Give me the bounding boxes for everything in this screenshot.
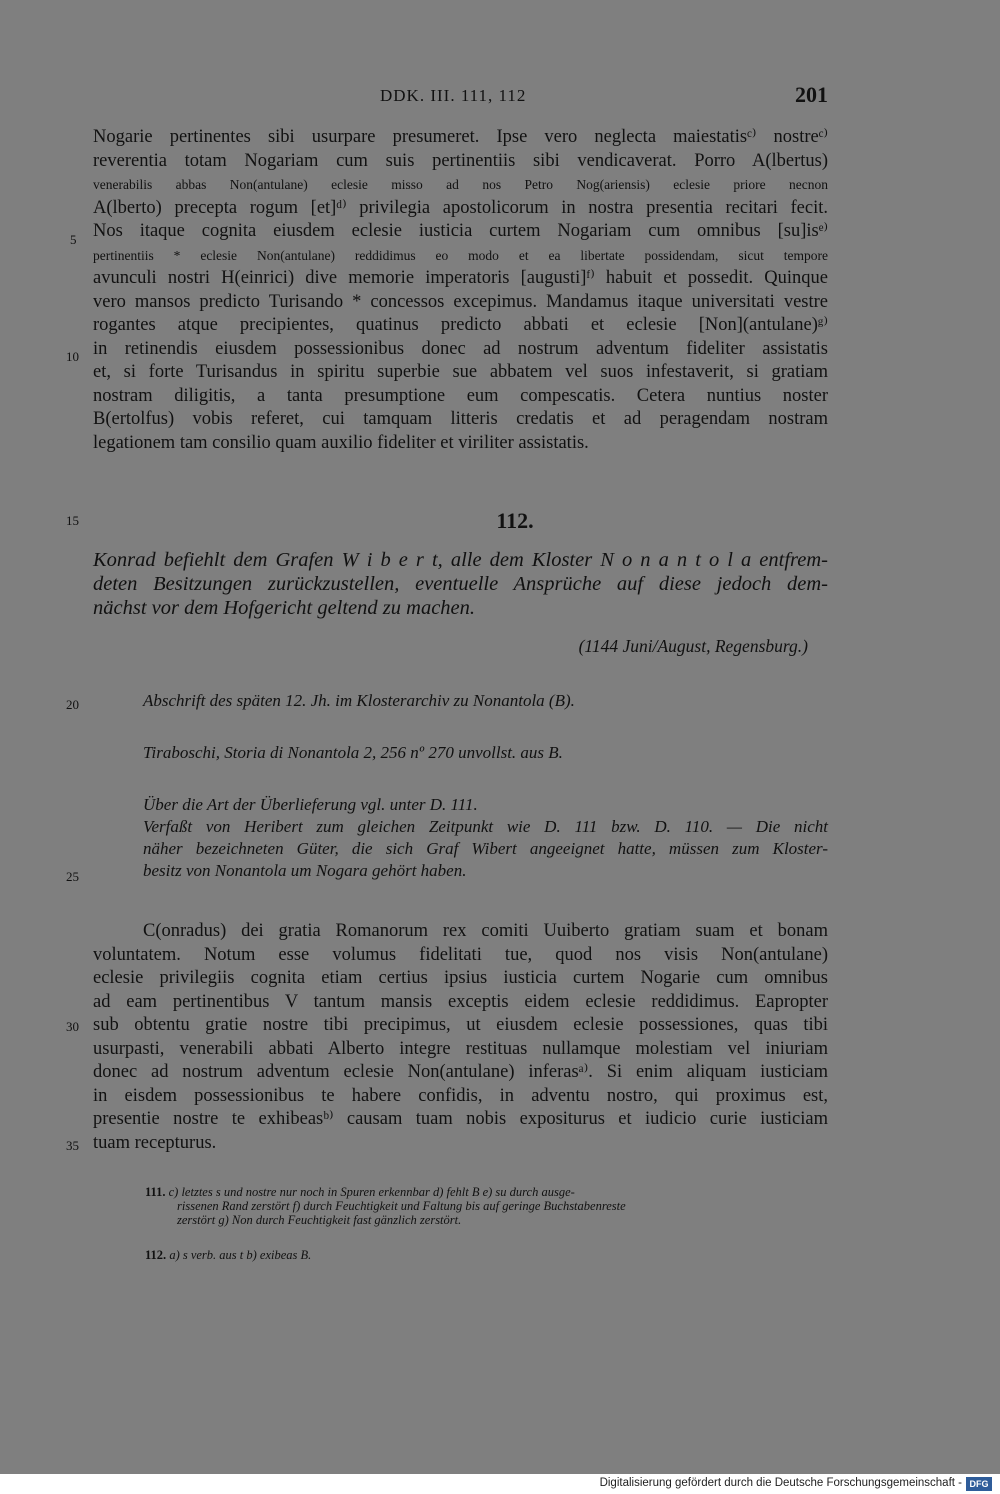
editions-note [143, 742, 828, 764]
line-number: 30 [66, 1019, 79, 1034]
page-header [92, 84, 828, 110]
regest-line: deten Besitzungen zurückzustellen, eventuelle Ansprüche auf diese jedoch dem- [93, 573, 828, 595]
footnote-label: 112. [145, 1248, 167, 1262]
text-line: rogantes atque precipientes, quatinus predicto abbati et eclesie [Non](antulane)ᵍ⁾ [93, 315, 828, 335]
text-line: venerabilis abbas Non(antulane) eclesie misso ad nos Petro Nog(ariensis) eclesie priore necnon [93, 177, 828, 192]
line-number: 35 [66, 1138, 79, 1153]
transmission-note [143, 690, 828, 712]
text-line: usurpasti, venerabili abbati Alberto integre restituas nullamque molestiam vel iniuriam [93, 1038, 828, 1059]
text-line: nostram diligitis, a tanta presumptione eum compescatis. Cetera nuntius noster [93, 385, 828, 406]
line-number: 20 [66, 697, 79, 712]
footnote-label: 111. [145, 1185, 166, 1199]
doc112-text [93, 920, 828, 1155]
footnote-row [145, 1248, 830, 1262]
text-line: B(ertolfus) vobis referet, cui tamquam litteris credatis et ad peragendam nostram [93, 409, 828, 429]
page-number: 201 [795, 82, 828, 107]
regest-line: Konrad befiehlt dem Grafen W i b e r t, alle dem Kloster N o n a n t o l a entfrem- [93, 549, 828, 571]
footnote-text: c) letztes s und nostre nur noch in Spuren erkennbar d) fehlt B e) su durch ausge- [168, 1185, 575, 1199]
running-head: DDK. III. 111, 112 [380, 86, 527, 105]
regest [93, 548, 828, 620]
editions-line: Tiraboschi, Storia di Nonantola 2, 256 nº 270 unvollst. aus B. [143, 743, 563, 762]
date-place: (1144 Juni/August, Regensburg.) [578, 636, 808, 656]
doc111-text [93, 126, 828, 455]
text-line: vero mansos predicto Turisando * concessos excepimus. Mandamus itaque universitati vestre [93, 291, 828, 312]
text-line: eclesie privilegiis cognita etiam certius ipsius iusticia curtem Nogarie cum omnibus [93, 968, 828, 988]
text-line: et, si forte Turisandus in spiritu superbie sue abbatem vel suos infestaverit, si gratiam [93, 362, 828, 382]
document-number: 112. [496, 508, 534, 533]
commentary-line: Verfaßt von Heribert zum gleichen Zeitpunkt wie D. 111 bzw. D. 110. — Die nicht [143, 817, 828, 836]
commentary-line: näher bezeichneten Güter, die sich Graf Wibert angeeignet hatte, müssen zum Kloster- [143, 839, 828, 858]
commentary-note [143, 794, 828, 882]
text-line: in eisdem possessionibus te habere confidis, in adventu nostro, qui proximus est, [93, 1085, 828, 1106]
footnote-text: a) s verb. aus t b) exibeas B. [169, 1248, 312, 1262]
text-line: ad eam pertinentibus V tantum mansis exceptis eidem eclesie reddidimus. Eapropter [93, 991, 828, 1012]
line-number: 25 [66, 869, 79, 884]
footnotes-111 [145, 1185, 830, 1227]
text-line: reverentia totam Nogariam cum suis pertinentiis sibi vendicaverat. Porro A(lbertus) [93, 150, 828, 171]
line-number: 5 [70, 232, 77, 247]
line-number: 10 [66, 349, 79, 364]
funding-footer [0, 1474, 1000, 1494]
text-line: legationem tam consilio quam auxilio fideliter et viriliter assistatis. [93, 432, 589, 453]
text-line: sub obtentu gratie nostre tibi precipimus, ut eiusdem eclesie possessiones, quas tibi [93, 1015, 828, 1035]
regest-line: nächst vor dem Hofgericht geltend zu machen. [93, 597, 476, 619]
dfg-logo[interactable]: DFG [966, 1477, 992, 1491]
text-line: in retinendis eiusdem possessionibus donec ad nostrum adventum fideliter assistatis [93, 338, 828, 359]
text-line: voluntatem. Notum esse volumus fidelitati tue, quod nos visis Non(antulane) [93, 944, 828, 965]
text-line: tuam recepturus. [93, 1132, 217, 1153]
commentary-line: besitz von Nonantola um Nogara gehört haben. [143, 861, 467, 880]
footnote-text: zerstört g) Non durch Feuchtigkeit fast gänzlich zerstört. [177, 1213, 462, 1227]
text-line: pertinentiis * eclesie Non(antulane) reddidimus eo modo et ea libertate possidendam, sicut tempore [93, 247, 828, 263]
line-number: 15 [66, 513, 79, 528]
footnote-row [145, 1185, 830, 1199]
text-line: presentie nostre te exhibeasᵇ⁾ causam tuam nobis expositurus et iudicio curie iusticiam [93, 1109, 828, 1129]
text-line: C(onradus) dei gratia Romanorum rex comiti Uuiberto gratiam suam et bonam [143, 921, 828, 941]
footnote-row [145, 1199, 830, 1213]
footnote-row [145, 1213, 830, 1227]
footnotes-112 [145, 1248, 830, 1262]
text-line: Nos itaque cognita eiusdem eclesie iusticia curtem Nogariam cum omnibus [su]isᵉ⁾ [93, 221, 828, 241]
transmission-line: Abschrift des späten 12. Jh. im Klosterarchiv zu Nonantola (B). [143, 691, 575, 710]
text-line: A(lberto) precepta rogum [et]ᵈ⁾ privilegia apostolicorum in nostra presentia recitari fecit. [93, 197, 828, 218]
text-line: avunculi nostri H(einrici) dive memorie imperatoris [augusti]ᶠ⁾ habuit et possedit. Quinque [93, 268, 828, 288]
text-line: Nogarie pertinentes sibi usurpare presumeret. Ipse vero neglecta maiestatisᶜ⁾ nostreᶜ⁾ [93, 127, 828, 147]
footnote-text: rissenen Rand zerstört f) durch Feuchtigkeit und Faltung bis auf geringe Buchstabenreste [177, 1199, 626, 1213]
text-line: donec ad nostrum adventum eclesie Non(antulane) inferasᵃ⁾. Si enim aliquam iusticiam [93, 1062, 828, 1082]
commentary-line: Über die Art der Überlieferung vgl. unter D. 111. [143, 795, 478, 814]
funding-notice: Digitalisierung gefördert durch die Deutsche Forschungsgemeinschaft - [599, 1477, 962, 1489]
